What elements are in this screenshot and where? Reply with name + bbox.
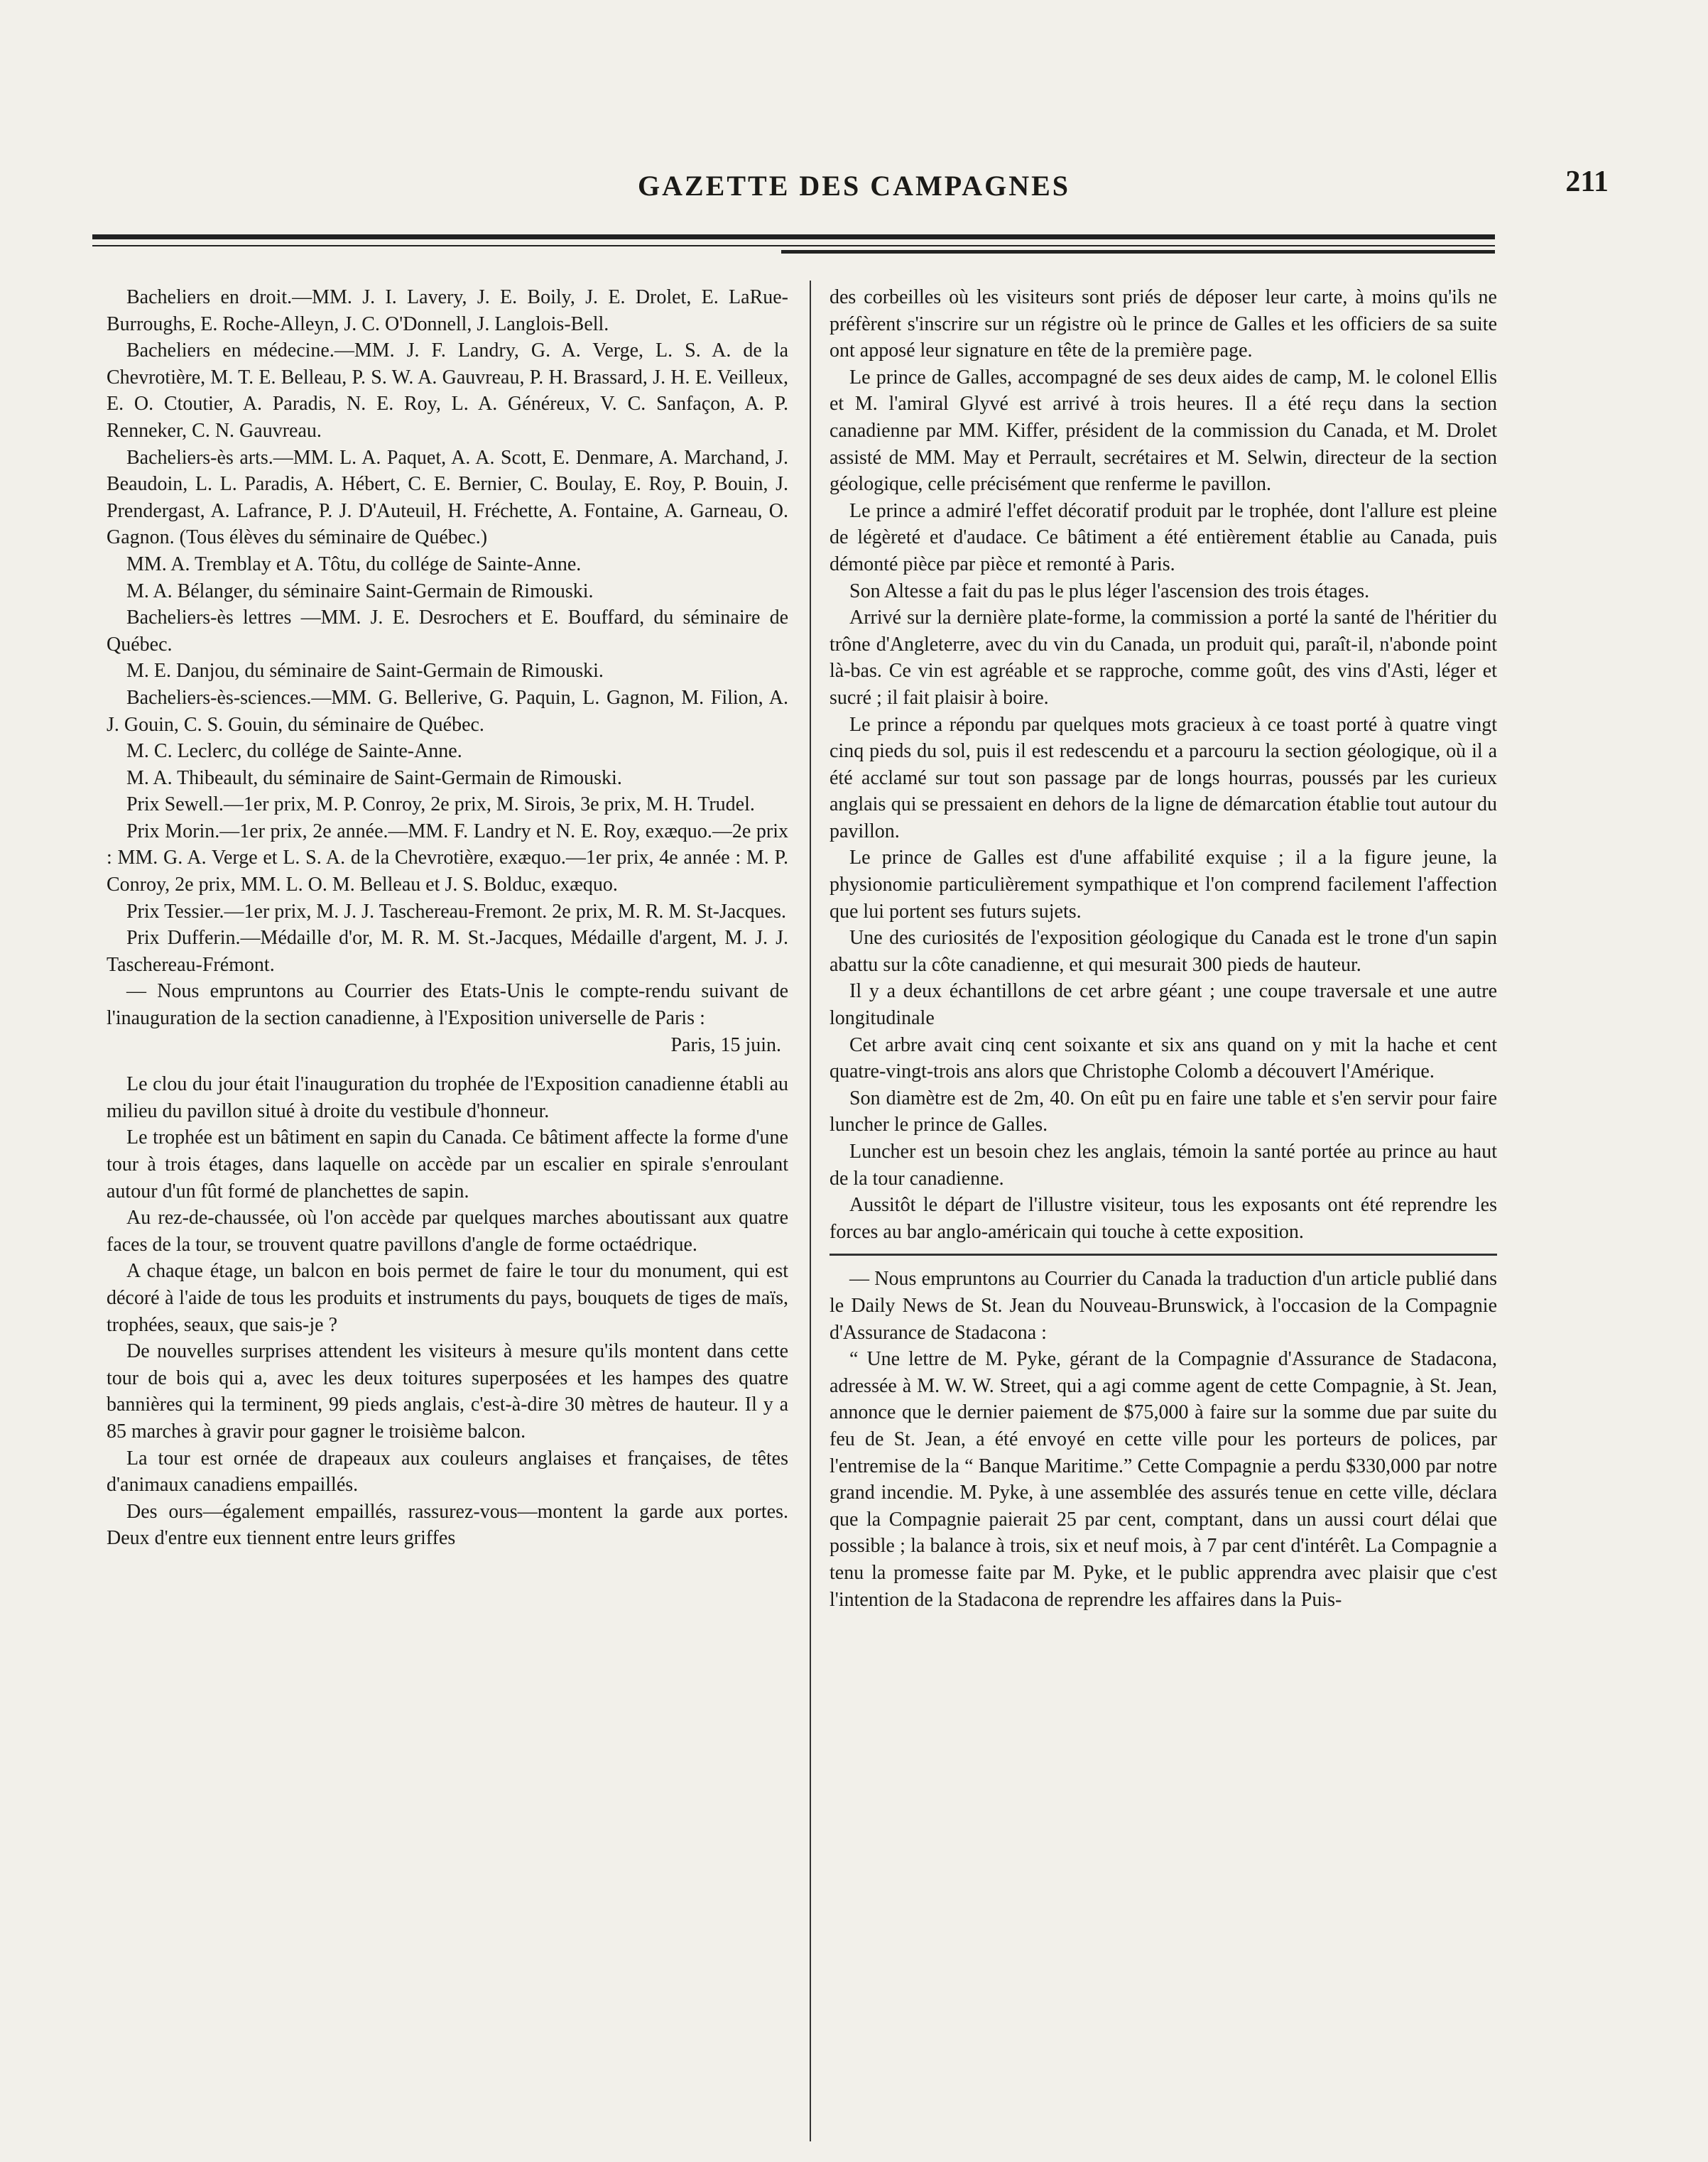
paragraph: Arrivé sur la dernière plate-forme, la commission a porté la santé de l'héritier du trône d'Angleterre, avec du vin du Canada, un produit qui, paraît-il, n'abonde point là-bas. Ce vin est agréable et se rapproche, comme goût, des vins d'Asti, léger et sucré ; il fait plaisir à boire.	[829, 607, 1497, 709]
paragraph: A chaque étage, un balcon en bois permet de faire le tour du monument, qui est décoré à l'aide de tous les produits et instruments du pays, bouquets de tiges de maïs, trophées, seaux, que sais-je ?	[107, 1260, 788, 1336]
paragraph: Au rez-de-chaussée, où l'on accède par quelques marches aboutissant aux quatre faces de la tour, se trouvent quatre pavillons d'angle de forme octaédrique.	[107, 1207, 788, 1256]
paragraph: des corbeilles où les visiteurs sont priés de déposer leur carte, à moins qu'ils ne préfèrent s'inscrire sur un régistre où le prince de Galles et les officiers de sa suite ont apposé leur signature en tête de la première page.	[829, 286, 1497, 362]
running-title: GAZETTE DES CAMPAGNES	[637, 170, 1070, 202]
paragraph: Aussitôt le départ de l'illustre visiteur, tous les exposants ont été reprendre les forces au bar anglo-américain qui touche à cette exposition.	[829, 1194, 1497, 1243]
paragraph: MM. A. Tremblay et A. Tôtu, du collége de Sainte-Anne.	[126, 553, 582, 575]
paragraph: Prix Tessier.—1er prix, M. J. J. Taschereau-Fremont. 2e prix, M. R. M. St-Jacques.	[126, 900, 787, 923]
header-rule-thin	[92, 245, 1495, 246]
paragraph: — Nous empruntons au Courrier des Etats-Unis le compte-rendu suivant de l'inauguration de la section canadienne, à l'Exposition universelle de Paris :	[107, 980, 788, 1030]
paragraph: Cet arbre avait cinq cent soixante et six ans quand on y mit la hache et cent quatre-vingt-trois ans alors que Christophe Colomb a découvert l'Amérique.	[829, 1033, 1497, 1083]
header-rule-thick	[92, 234, 1495, 239]
paragraph: Le prince de Galles, accompagné de ses deux aides de camp, M. le colonel Ellis et M. l'amiral Glyvé est arrivé à trois heures. Il a été reçu dans la section canadienne par MM. Kiffer, président de la commission du Canada, et M. Drolet assisté de MM. May et Perrault, secrétaires et M. Selwin, directeur de la section géologique, celle précisément que renferme le pavillon.	[829, 366, 1497, 496]
paragraph: M. C. Leclerc, du collége de Sainte-Anne.	[126, 740, 462, 763]
header-rule-right	[781, 250, 1495, 254]
paragraph: Bacheliers-ès lettres —MM. J. E. Desrochers et E. Bouffard, du séminaire de Québec.	[107, 607, 788, 656]
article-separator	[829, 1254, 1497, 1256]
dateline: Paris, 15 juin.	[670, 1033, 781, 1056]
paragraph: Son diamètre est de 2m, 40. On eût pu en faire une table et s'en servir pour faire luncher le prince de Galles.	[829, 1087, 1497, 1136]
page-header	[92, 165, 1616, 219]
paragraph: Le clou du jour était l'inauguration du trophée de l'Exposition canadienne établi au milieu du pavillon situé à droite du vestibule d'honneur.	[107, 1073, 788, 1122]
paragraph: Le trophée est un bâtiment en sapin du Canada. Ce bâtiment affecte la forme d'une tour à trois étages, dans laquelle on accède par un escalier en spirale s'enroulant autour d'un fût formé de planchettes de sapin.	[107, 1126, 788, 1202]
paragraph: Bacheliers-ès arts.—MM. L. A. Paquet, A. A. Scott, E. Denmare, A. Marchand, J. Beaudoin, L. L. Paradis, A. Hébert, C. E. Bernier, C. Boulay, E. Roy, P. Bouin, J. Prendergast, A. Lafrance, P. J. D'Auteuil, H. Fréchette, A. Fontaine, A. Garneau, O. Gagnon. (Tous élèves du séminaire de Québec.)	[107, 446, 788, 549]
paragraph: Son Altesse a fait du pas le plus léger l'ascension des trois étages.	[849, 580, 1370, 602]
paragraph: M. A. Thibeault, du séminaire de Saint-Germain de Rimouski.	[126, 766, 622, 789]
paragraph: Le prince de Galles est d'une affabilité exquise ; il a la figure jeune, la physionomie particulièrement sympathique et l'on comprend facilement l'affection que lui portent ses futurs sujets.	[829, 847, 1497, 923]
paragraph: M. E. Danjou, du séminaire de Saint-Germain de Rimouski.	[126, 660, 604, 683]
paragraph: Bacheliers-ès-sciences.—MM. G. Bellerive, G. Paquin, L. Gagnon, M. Filion, A. J. Gouin, C. S. Gouin, du séminaire de Québec.	[107, 686, 788, 736]
paragraph: Bacheliers en médecine.—MM. J. F. Landry, G. A. Verge, L. S. A. de la Chevrotière, M. T. E. Belleau, P. S. W. A. Gauvreau, P. H. Brassard, J. H. E. Veilleux, E. O. Ctoutier, A. Paradis, N. E. Roy, L. A. Généreux, V. C. Sanfaçon, A. P. Renneker, C. N. Gauvreau.	[107, 339, 788, 442]
paragraph: “ Une lettre de M. Pyke, gérant de la Compagnie d'Assurance de Stadacona, adressée à M. W. W. Street, qui a agi comme agent de cette Compagnie, à St. Jean, annonce que le dernier paiement de $75,000 à faire sur la somme due par suite du feu de St. Jean, a été envoyé en cette ville pour les porteurs de polices, par l'entremise de la “ Banque Maritime.” Cette Compagnie a perdu $330,000 par notre grand incendie. M. Pyke, à une assemblée des assurés tenue en cette ville, déclara que la Compagnie paierait 25 par cent, comptant, dans un aussi court délai que possible ; la balance à trois, six et neuf mois, à 7 par cent d'intérêt. La Compagnie a tenu la promesse faite par M. Pyke, et le public apprendra avec plaisir que c'est l'intention de la Stadacona de reprendre les affaires dans la Puis-	[829, 1348, 1497, 1611]
paragraph: Bacheliers en droit.—MM. J. I. Lavery, J. E. Boily, J. E. Drolet, E. LaRue-Burroughs, E. Roche-Alleyn, J. C. O'Donnell, J. Langlois-Bell.	[107, 286, 788, 335]
paragraph: Des ours—également empaillés, rassurez-vous—montent la garde aux portes. Deux d'entre eux tiennent entre leurs griffes	[107, 1500, 788, 1550]
page-number: 211	[1565, 165, 1609, 198]
paragraph: Le prince a répondu par quelques mots gracieux à ce toast porté à quatre vingt cinq pieds du sol, puis il est redescendu et a parcouru la section géologique, où il a été acclamé sur tout son passage par de longs hourras, poussés par les curieux anglais qui se pressaient en dehors de la ligne de démarcation établie tout autour du pavillon.	[829, 713, 1497, 842]
paragraph: Le prince a admiré l'effet décoratif produit par le trophée, dont l'allure est pleine de légèreté et d'audace. Ce bâtiment a été entièrement établie au Canada, puis démonté pièce par pièce et remonté à Paris.	[829, 499, 1497, 575]
left-column	[107, 284, 788, 1552]
paragraph: — Nous empruntons au Courrier du Canada la traduction d'un article publié dans le Daily News de St. Jean du Nouveau-Brunswick, à l'occasion de la Compagnie d'Assurance de Stadacona :	[829, 1268, 1497, 1344]
paragraph: Il y a deux échantillons de cet arbre géant ; une coupe traversale et une autre longitudinale	[829, 980, 1497, 1030]
right-column	[801, 284, 1497, 1613]
paragraph: La tour est ornée de drapeaux aux couleurs anglaises et françaises, de têtes d'animaux canadiens empaillés.	[107, 1447, 788, 1496]
paragraph: Luncher est un besoin chez les anglais, témoin la santé portée au prince au haut de la tour canadienne.	[829, 1141, 1497, 1190]
paragraph: De nouvelles surprises attendent les visiteurs à mesure qu'ils montent dans cette tour de bois qui a, avec les deux toitures superposées et les hampes des quatre bannières qui la terminent, 99 pieds anglais, c'est-à-dire 30 mètres de hauteur. Il y a 85 marches à gravir pour gagner le troisième balcon.	[107, 1340, 788, 1443]
paragraph: Prix Morin.—1er prix, 2e année.—MM. F. Landry et N. E. Roy, exæquo.—2e prix : MM. G. A. Verge et L. S. A. de la Chevrotière, exæquo.—1er prix, 4e année : M. P. Conroy, 2e prix, MM. L. O. M. Belleau et J. S. Bolduc, exæquo.	[107, 820, 788, 896]
paragraph: M. A. Bélanger, du séminaire Saint-Germain de Rimouski.	[126, 580, 594, 602]
paragraph: Une des curiosités de l'exposition géologique du Canada est le trone d'un sapin abattu sur la côte canadienne, et qui mesurait 300 pieds de hauteur.	[829, 927, 1497, 976]
paragraph: Prix Sewell.—1er prix, M. P. Conroy, 2e prix, M. Sirois, 3e prix, M. H. Trudel.	[126, 793, 755, 816]
paragraph: Prix Dufferin.—Médaille d'or, M. R. M. St.-Jacques, Médaille d'argent, M. J. J. Taschereau-Frémont.	[107, 927, 788, 976]
